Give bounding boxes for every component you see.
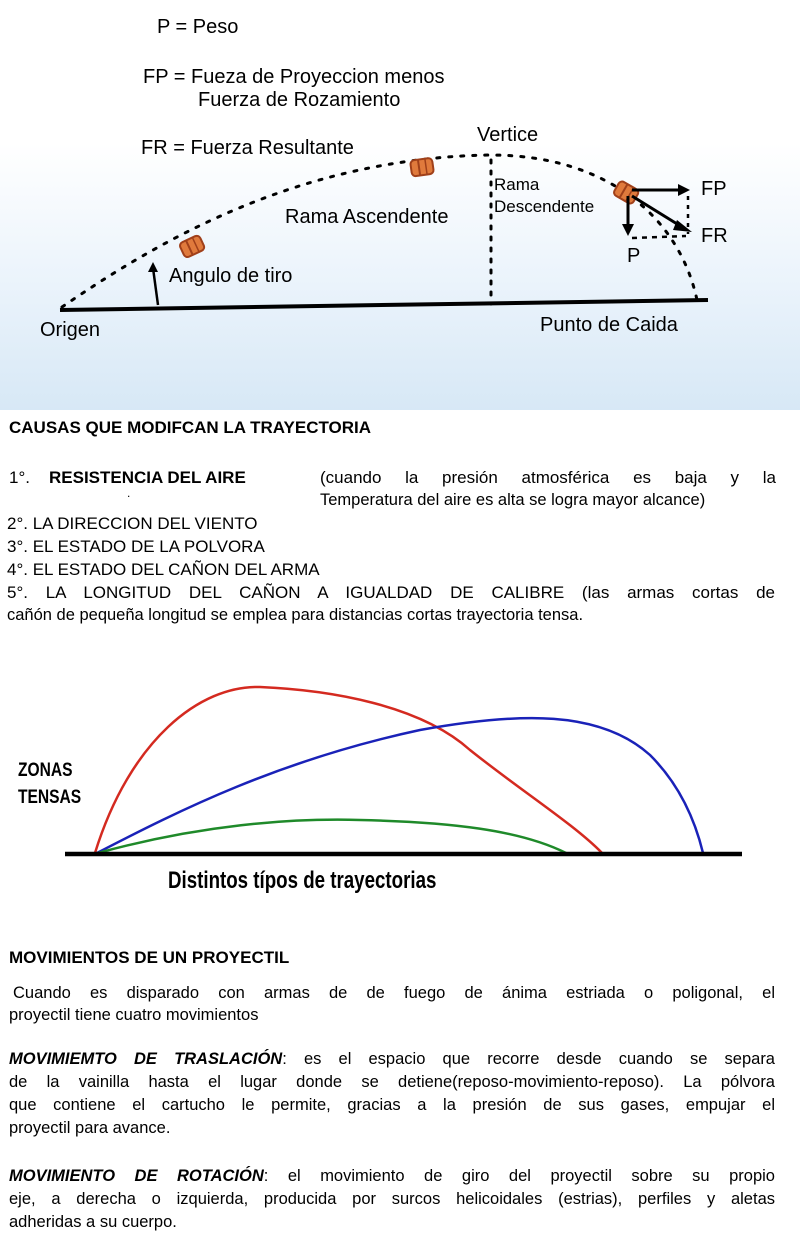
label-origen: Origen	[40, 319, 101, 341]
legend-peso: P = Peso	[157, 16, 239, 38]
diagram-caption: Distintos típos de trayectorias	[168, 867, 437, 894]
item4: 4°. EL ESTADO DEL CAÑON DEL ARMA	[7, 560, 320, 579]
projectile-ascending	[179, 235, 206, 259]
label-rama-line1: Rama	[494, 175, 540, 194]
item3: 3°. EL ESTADO DE LA POLVORA	[7, 537, 265, 556]
angle-arrow-head	[148, 262, 158, 272]
rotacion-line3: adheridas a su cuerpo.	[9, 1213, 177, 1231]
angle-marker	[153, 268, 158, 305]
trajectory-drawing	[0, 0, 800, 410]
label-fp: FP	[701, 178, 727, 200]
label-fr: FR	[701, 225, 728, 247]
projectile-top	[410, 158, 434, 177]
intro-line1: Cuando es disparado con armas de de fuego de ánima estriada o poligonal, el	[13, 984, 775, 1002]
traslacion-title: MOVIMIEMTO DE TRASLACIÓN	[9, 1050, 283, 1068]
trajectory-diagram	[0, 0, 800, 410]
section-title-movimientos: MOVIMIENTOS DE UN PROYECTIL	[9, 948, 290, 967]
fr-dotted-guide-h	[632, 236, 686, 238]
item1-text1: (cuando la presión atmosférica es baja y la	[320, 468, 776, 487]
trajectory-path	[62, 155, 697, 307]
traslacion-line1-container	[9, 1049, 775, 1070]
label-angulo-tiro: Angulo de tiro	[169, 265, 293, 287]
rotacion-line1: : el movimiento de giro del proyectil sobre su propio	[263, 1167, 775, 1185]
legend-fp-line1: FP = Fueza de Proyeccion menos	[143, 66, 445, 88]
traslacion-line4: proyectil para avance.	[9, 1119, 171, 1137]
section-title-causas: CAUSAS QUE MODIFCAN LA TRAYECTORIA	[9, 418, 372, 437]
traslacion-line1: : es el espacio que recorre desde cuando se separa	[282, 1050, 775, 1068]
fp-arrow-head	[678, 184, 690, 196]
label-vertice: Vertice	[477, 124, 539, 146]
item1-dot: .	[127, 486, 131, 500]
green-trajectory	[98, 820, 566, 853]
legend-fr: FR = Fuerza Resultante	[141, 137, 354, 159]
traslacion-line2: de la vainilla hasta el lugar donde se detiene(reposo-movimiento-reposo). La pólvora	[9, 1073, 775, 1091]
rotacion-line1-container	[9, 1166, 775, 1187]
item1-num: 1°.	[9, 468, 30, 487]
rotacion-title: MOVIMIENTO DE ROTACIÓN	[9, 1167, 264, 1185]
label-punto-caida: Punto de Caida	[540, 314, 678, 336]
item5-line2: cañón de pequeña longitud se emplea para distancias cortas trayectoria tensa.	[7, 606, 584, 624]
intro-line2: proyectil tiene cuatro movimientos	[9, 1006, 259, 1024]
item1-text2: Temperatura del aire es alta se logra mayor alcance)	[320, 491, 706, 509]
item1-bold: RESISTENCIA DEL AIRE	[49, 468, 246, 487]
rotacion-line2: eje, a derecha o izquierda, producida por surcos helicoidales (estrias), perfiles y aletas	[9, 1190, 775, 1208]
trajectory-types-diagram	[0, 660, 800, 910]
label-rama-ascendente: Rama Ascendente	[285, 206, 449, 228]
traslacion-line3: que contiene el cartucho le permite, gracias a la presión de sus gases, empujar el	[9, 1096, 775, 1114]
label-rama-line2: Descendente	[494, 197, 595, 216]
projectile-descending	[613, 180, 640, 205]
red-trajectory	[95, 687, 602, 853]
zones-label-line1: ZONAS	[18, 760, 73, 781]
p-arrow-head	[622, 224, 634, 236]
item2: 2°. LA DIRECCION DEL VIENTO	[7, 514, 258, 533]
item5-line1: 5°. LA LONGITUD DEL CAÑON A IGUALDAD DE CALIBRE (las armas cortas de	[7, 583, 775, 602]
label-p: P	[627, 245, 641, 267]
zones-label-line2: TENSAS	[18, 787, 82, 808]
legend-fp-line2: Fuerza de Rozamiento	[198, 89, 401, 111]
